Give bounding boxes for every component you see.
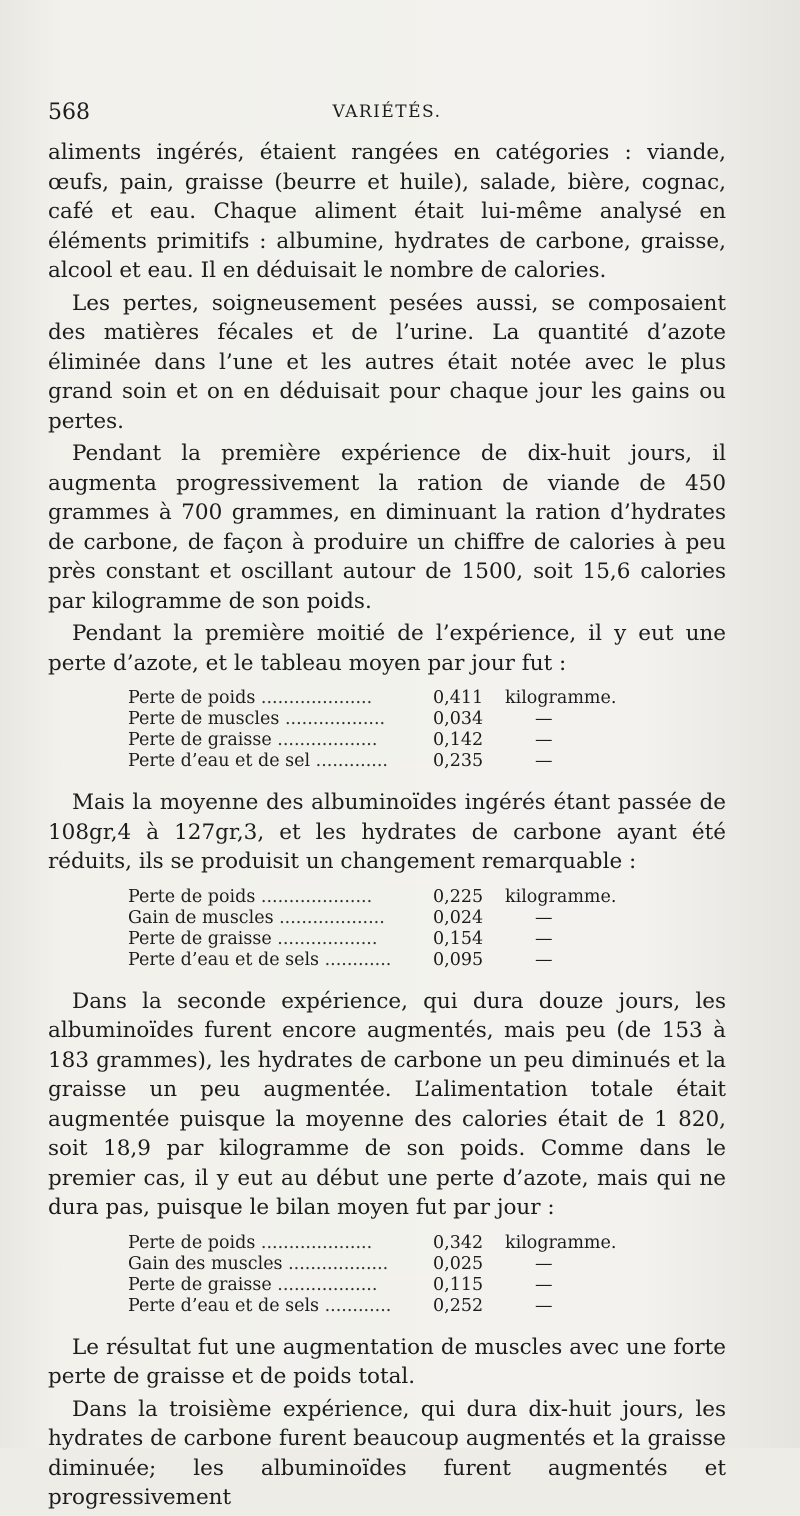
leader-dots: ...................	[273, 907, 385, 928]
results-table	[128, 1233, 616, 1317]
leader-dots: ............	[319, 949, 392, 970]
leader-dots: ....................	[255, 886, 373, 907]
row-label	[128, 688, 433, 709]
row-unit: kilogramme.	[505, 688, 617, 708]
paragraph: Pendant la première moitié de l’expérience, il y eut une perte d’azote, et le tableau moyen par jour fut :	[48, 621, 726, 676]
row-unit: —	[535, 709, 553, 729]
paragraph: Dans la seconde expérience, qui dura douze jours, les albuminoïdes furent encore augmentés, mais peu (de 153 à 183 grammes), les hydrates de carbone un peu diminués et la graisse un peu augmentée. L’alimentation totale était augmentée puisque la moyenne des calories était de 1 820, soit 18,9 par kilogramme de son poids. Comme dans le premier cas, il y eut au début une perte d’azote, mais qui ne dura pas, puisque le bilan moyen fut par jour :	[48, 988, 726, 1220]
leader-dots: ....................	[255, 688, 373, 708]
table-row	[128, 1254, 616, 1275]
row-label-text: Perte de graisse	[128, 928, 272, 949]
table-row	[128, 908, 616, 929]
row-value: 0,154	[433, 928, 484, 949]
leader-dots: ....................	[255, 1232, 373, 1253]
row-label-text: Gain de muscles	[128, 907, 274, 928]
leader-dots: ..................	[282, 1253, 389, 1274]
table-row	[128, 1233, 616, 1254]
row-label	[128, 1233, 433, 1254]
results-table	[128, 688, 616, 772]
row-label	[128, 950, 433, 971]
table-row	[128, 730, 616, 751]
row-label-text: Perte d’eau et de sel	[128, 751, 311, 771]
row-value: 0,034	[433, 709, 484, 729]
row-label	[128, 1296, 433, 1317]
row-value: 0,095	[433, 949, 484, 970]
leader-dots: ..................	[271, 1274, 378, 1295]
leader-dots: ............	[319, 1295, 392, 1316]
paragraph: aliments ingérés, étaient rangées en catégories : viande, œufs, pain, graisse (beurre et huile), salade, bière, cognac, café et eau. Chaque aliment était lui-même analysé en éléments primitifs : albumine, hydrates de carbone, graisse, alcool et eau. Il en déduisait le nombre de calories.	[48, 140, 726, 283]
page-number: 568	[48, 100, 90, 125]
row-label-text: Perte de muscles	[128, 709, 280, 729]
table-row	[128, 688, 616, 709]
row-unit: —	[535, 1274, 553, 1295]
row-unit: —	[535, 730, 553, 750]
row-label-text: Perte de poids	[128, 1232, 256, 1253]
row-label	[128, 908, 433, 929]
row-unit: kilogramme.	[505, 886, 617, 907]
table-row	[128, 709, 616, 730]
row-label-text: Perte de poids	[128, 886, 256, 907]
results-table	[128, 887, 616, 971]
running-head: VARIÉTÉS.	[332, 102, 442, 122]
table-row	[128, 929, 616, 950]
row-label	[128, 709, 433, 730]
row-value: 0,024	[433, 907, 484, 928]
paragraph: Les pertes, soigneusement pesées aussi, se composaient des matières fécales et de l’urine. La quantité d’azote éliminée dans l’une et les autres était notée avec le plus grand soin et on en déduisait pour chaque jour les gains ou pertes.	[48, 290, 726, 434]
row-unit: —	[535, 928, 553, 949]
row-label	[128, 1275, 433, 1296]
row-unit: —	[535, 1253, 553, 1274]
row-label	[128, 887, 433, 908]
row-value: 0,025	[433, 1253, 484, 1274]
paragraph: Dans la troisième expérience, qui dura dix-huit jours, les hydrates de carbone furent beaucoup augmentés et la graisse diminuée; les albuminoïdes furent augmentés et progressivement	[48, 1396, 726, 1510]
paragraph: Le résultat fut une augmentation de muscles avec une forte perte de graisse et de poids total.	[48, 1334, 726, 1389]
leader-dots: .............	[310, 751, 388, 771]
row-label-text: Perte d’eau et de sels	[128, 949, 320, 970]
row-label	[128, 929, 433, 950]
paragraph: Mais la moyenne des albuminoïdes ingérés étant passée de 108gr,4 à 127gr,3, et les hydrates de carbone ayant été réduits, ils se produisit un changement remarquable :	[48, 790, 726, 874]
row-label-text: Perte d’eau et de sels	[128, 1295, 320, 1316]
row-unit: —	[535, 907, 553, 928]
leader-dots: ..................	[271, 928, 378, 949]
row-value: 0,342	[433, 1232, 484, 1253]
leader-dots: ..................	[279, 709, 386, 729]
row-unit: —	[535, 1295, 553, 1316]
row-label-text: Perte de graisse	[128, 1274, 272, 1295]
page-header	[48, 100, 726, 130]
row-unit: —	[535, 949, 553, 970]
row-value: 0,225	[433, 886, 484, 907]
table-row	[128, 887, 616, 908]
row-value: 0,411	[433, 688, 484, 708]
row-label	[128, 730, 433, 751]
row-value: 0,252	[433, 1295, 484, 1316]
table-row	[128, 751, 616, 772]
row-value: 0,115	[433, 1274, 484, 1295]
row-unit: kilogramme.	[505, 1232, 617, 1253]
table-row	[128, 1275, 616, 1296]
page-body	[48, 138, 726, 1516]
leader-dots: ..................	[271, 730, 378, 750]
table-row	[128, 950, 616, 971]
row-label-text: Gain des muscles	[128, 1253, 283, 1274]
paragraph: Pendant la première expérience de dix-huit jours, il augmenta progressivement la ration de viande de 450 grammes à 700 grammes, en diminuant la ration d’hydrates de carbone, de façon à produire un chiffre de calories à peu près constant et oscillant autour de 1500, soit 15,6 calories par kilogramme de son poids.	[48, 441, 726, 614]
row-value: 0,142	[433, 730, 484, 750]
table-row	[128, 1296, 616, 1317]
row-label-text: Perte de poids	[128, 688, 256, 708]
row-label	[128, 751, 433, 772]
row-label	[128, 1254, 433, 1275]
row-value: 0,235	[433, 751, 484, 771]
row-label-text: Perte de graisse	[128, 730, 272, 750]
row-unit: —	[535, 751, 553, 771]
